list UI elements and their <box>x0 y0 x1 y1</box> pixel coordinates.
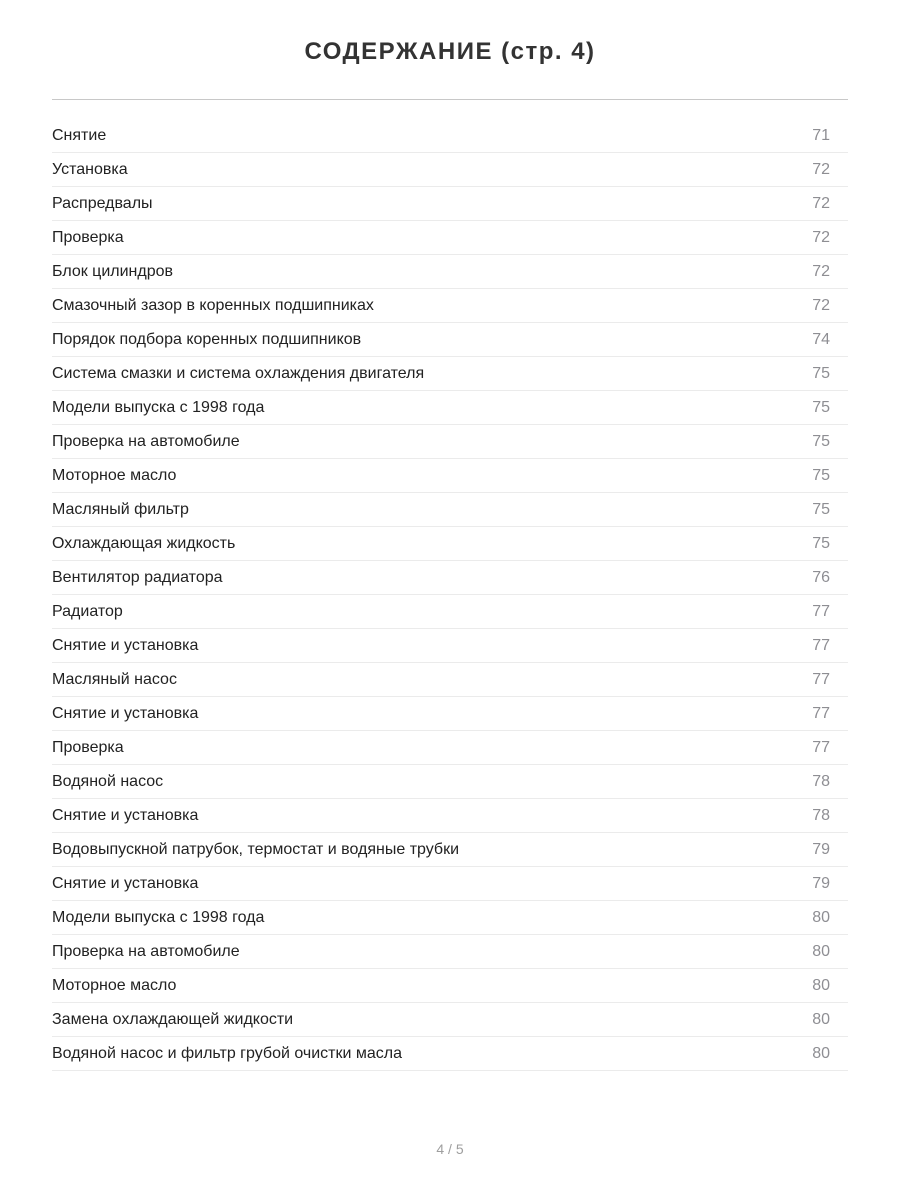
toc-entry-page: 77 <box>812 670 830 688</box>
toc-entry[interactable] <box>52 799 848 833</box>
toc-entry-page: 77 <box>812 602 830 620</box>
toc-entry-page: 75 <box>812 534 830 552</box>
toc-entry-page: 80 <box>812 942 830 960</box>
toc-entry-page: 75 <box>812 466 830 484</box>
toc-entry[interactable] <box>52 765 848 799</box>
toc-entry[interactable] <box>52 901 848 935</box>
toc-entry-label: Установка <box>52 160 128 178</box>
toc-entry[interactable] <box>52 629 848 663</box>
toc-entry[interactable] <box>52 833 848 867</box>
toc-entry-label: Проверка <box>52 738 124 756</box>
toc-entry-page: 75 <box>812 432 830 450</box>
toc-entry[interactable] <box>52 697 848 731</box>
toc-entry-page: 72 <box>812 228 830 246</box>
toc-entry[interactable] <box>52 969 848 1003</box>
toc-entry-label: Масляный насос <box>52 670 177 688</box>
toc-entry-label: Снятие <box>52 126 107 144</box>
toc-entry-page: 72 <box>812 262 830 280</box>
toc-entry[interactable] <box>52 663 848 697</box>
toc-entry-label: Моторное масло <box>52 466 177 484</box>
toc-entry-label: Охлаждающая жидкость <box>52 534 236 552</box>
toc-entry[interactable] <box>52 255 848 289</box>
toc-entry-page: 79 <box>812 840 830 858</box>
toc-entry-page: 77 <box>812 738 830 756</box>
toc-entry-page: 80 <box>812 1044 830 1062</box>
toc-entry-label: Смазочный зазор в коренных подшипниках <box>52 296 374 314</box>
toc-entry-label: Масляный фильтр <box>52 500 189 518</box>
toc-entry-page: 75 <box>812 398 830 416</box>
toc-entry-label: Радиатор <box>52 602 123 620</box>
toc-entry-label: Проверка на автомобиле <box>52 942 240 960</box>
toc-entry[interactable] <box>52 153 848 187</box>
toc-entry-label: Водяной насос и фильтр грубой очистки масла <box>52 1044 403 1062</box>
toc-entry[interactable] <box>52 867 848 901</box>
title-divider <box>52 99 848 100</box>
toc-entry-label: Замена охлаждающей жидкости <box>52 1010 294 1028</box>
toc-entry[interactable] <box>52 187 848 221</box>
toc-entry-page: 80 <box>812 908 830 926</box>
toc-entry-page: 72 <box>812 160 830 178</box>
toc-entry[interactable] <box>52 357 848 391</box>
toc-entry-page: 74 <box>812 330 830 348</box>
toc-entry-label: Снятие и установка <box>52 704 199 722</box>
toc-entry[interactable] <box>52 1003 848 1037</box>
toc-entry-page: 72 <box>812 296 830 314</box>
toc-entry-page: 80 <box>812 1010 830 1028</box>
toc-entry-label: Распредвалы <box>52 194 153 212</box>
toc-entry[interactable] <box>52 119 848 153</box>
toc-entry-label: Блок цилиндров <box>52 262 174 280</box>
toc-entry[interactable] <box>52 527 848 561</box>
toc-entry-label: Водяной насос <box>52 772 164 790</box>
toc-entry[interactable] <box>52 459 848 493</box>
toc-entry[interactable] <box>52 1037 848 1071</box>
toc-entry-label: Водовыпускной патрубок, термостат и водяные трубки <box>52 840 460 858</box>
toc-entry[interactable] <box>52 323 848 357</box>
toc-entry-label: Порядок подбора коренных подшипников <box>52 330 362 348</box>
toc-entry-label: Снятие и установка <box>52 874 199 892</box>
toc-entry[interactable] <box>52 391 848 425</box>
toc-entry-page: 77 <box>812 636 830 654</box>
toc-entry[interactable] <box>52 289 848 323</box>
toc-entry-page: 78 <box>812 772 830 790</box>
toc-entry-label: Модели выпуска с 1998 года <box>52 398 265 416</box>
toc-entry-label: Вентилятор радиатора <box>52 568 223 586</box>
toc-entry-label: Моторное масло <box>52 976 177 994</box>
toc-entry-page: 71 <box>812 126 830 144</box>
toc-entry[interactable] <box>52 425 848 459</box>
toc-entry-page: 77 <box>812 704 830 722</box>
toc-entry-page: 75 <box>812 364 830 382</box>
toc-entry-label: Снятие и установка <box>52 636 199 654</box>
toc-entry-label: Проверка на автомобиле <box>52 432 240 450</box>
toc-entry[interactable] <box>52 221 848 255</box>
toc-entry-page: 76 <box>812 568 830 586</box>
toc-list <box>52 119 848 1071</box>
toc-entry-page: 80 <box>812 976 830 994</box>
toc-entry-page: 72 <box>812 194 830 212</box>
toc-entry-label: Снятие и установка <box>52 806 199 824</box>
toc-entry-label: Проверка <box>52 228 124 246</box>
toc-entry[interactable] <box>52 935 848 969</box>
toc-entry-page: 75 <box>812 500 830 518</box>
page-title: СОДЕРЖАНИЕ (стр. 4) <box>304 38 596 65</box>
toc-entry[interactable] <box>52 731 848 765</box>
toc-entry-label: Система смазки и система охлаждения двигателя <box>52 364 425 382</box>
toc-entry-page: 79 <box>812 874 830 892</box>
toc-entry[interactable] <box>52 595 848 629</box>
toc-entry[interactable] <box>52 561 848 595</box>
toc-entry[interactable] <box>52 493 848 527</box>
page-number-indicator: 4 / 5 <box>436 1141 464 1157</box>
toc-entry-page: 78 <box>812 806 830 824</box>
toc-entry-label: Модели выпуска с 1998 года <box>52 908 265 926</box>
